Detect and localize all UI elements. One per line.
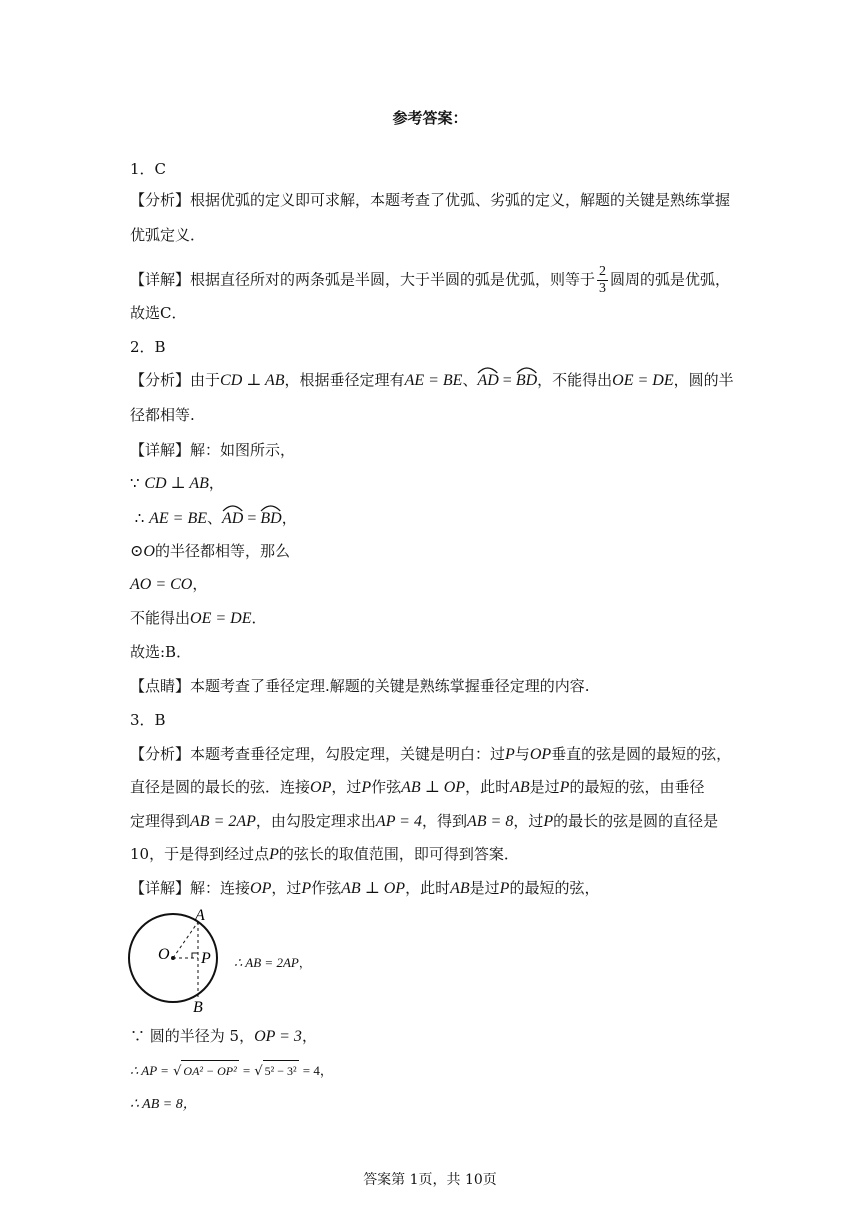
arc-ad-text: AD [477,372,499,389]
p-var: P [505,746,515,763]
p-var-7: P [499,880,510,897]
because-symbol: ∵ [130,474,140,492]
q3-a3-c: ，得到 [421,812,467,830]
q3-a2-a: 直径是圆的最长的弦．连接 [130,778,311,796]
q1-detail-b: 圆周的弧是优弧， [610,270,731,289]
oe-eq-de-2: OE = DE [190,610,252,627]
ab-eq-8: AB = 8 [467,813,514,830]
page-title: 参考答案： [392,109,468,127]
q3-analysis-1 [130,744,731,765]
q2-analysis-c: ，不能得出 [537,371,613,389]
label-a: A [195,907,205,924]
q3-a4: 10，于是得到经过点 [130,845,270,863]
equals-4: = 4， [302,1063,333,1078]
q3-a3-e: 的最长的弦是圆的直径是 [553,812,719,830]
q3-a1-c: 垂直的弦是圆的最短的弦， [551,745,732,763]
equals-3: = [242,1063,251,1078]
q2-choose: 故选:B． [130,643,192,661]
cd-perp-ab-2: CD ⊥ AB [144,475,209,492]
separator: 、 [462,371,478,389]
q3-d1-c: 作弦 [311,879,342,897]
ae-eq-be-2: AE = BE [149,510,207,527]
q3-detail [130,878,599,899]
op-eq-3: OP = 3 [254,1028,302,1045]
q3-analysis-2 [130,777,704,798]
sqrt-5-3: 5² − 3² [263,1060,299,1081]
ab-perp-op-2: AB ⊥ OP [341,880,406,897]
q1-answer: 1．C [130,160,167,178]
arc-bd [516,371,537,391]
ao-eq-co: AO = CO [130,576,193,593]
op-var-3: OP [250,880,272,897]
q3-d1-e: 是过 [469,879,500,897]
q2-detail: 【详解】解：如图所示， [130,441,296,459]
q1-conclusion: 故选C． [130,304,187,322]
p-var-4: P [543,813,554,830]
cd-perp-ab: CD ⊥ AB [220,372,285,389]
frac-num: 2 [599,264,607,279]
center-point [171,956,175,960]
q2-radii-line [130,541,290,562]
ab-perp-op: AB ⊥ OP [401,779,466,796]
q1-detail [130,264,730,297]
q3-a2-d: ，此时 [465,778,511,796]
q3-answer: 3．B [130,711,166,729]
radii-text: 的半径都相等，那么 [154,542,290,560]
q2-analysis-a: 【分析】由于 [130,371,221,389]
ab-eq-2ap-2: ∴ AB = 2AP [234,955,299,970]
circle-o: ⊙O [130,543,155,560]
therefore-symbol: ∴ [134,509,145,527]
q3-a1-a: 【分析】本题考查垂径定理，勾股定理，关键是明白：过 [130,745,506,763]
frac-den: 3 [599,281,607,296]
ab-var-2: AB [450,880,470,897]
radius-text: ∵ 圆的半径为 5， [130,1027,255,1045]
q2-because-line [130,473,224,494]
period: ． [251,609,267,627]
arc-bd-text: BD [515,372,538,389]
p-var-2: P [361,779,372,796]
equals-2: = [243,510,261,527]
op-var-2: OP [310,779,332,796]
q3-a3-b: ，由勾股定理求出 [255,812,376,830]
arc-ad [477,371,498,391]
p-var-5: P [269,846,279,863]
q3-a2-c: 作弦 [371,778,402,796]
right-angle-mark [192,953,198,958]
cannot-text: 不能得出 [130,609,191,627]
label-p: P [201,950,211,967]
arc-ad-2-text: AD [222,510,244,527]
q2-answer: 2．B [130,338,166,356]
q3-d1-a: 【详解】解：连接 [130,879,251,897]
q2-comment: 【点睛】本题考查了垂径定理.解题的关键是熟练掌握垂径定理的内容. [130,677,590,695]
q3-a2-f: 的最短的弦，由垂径 [569,778,705,796]
p-var-6: P [301,880,312,897]
q2-therefore-line [130,508,297,529]
q3-d1-f: 的最短的弦， [509,879,600,897]
q2-analysis-d: ，圆的半 [673,371,734,389]
op-var: OP [529,746,552,763]
q3-a4-b: 的弦长的取值范围，即可得到答案． [278,845,519,863]
ab-var: AB [510,779,530,796]
separator-2: 、 [207,509,223,527]
q3-a3-d: ，过 [513,812,544,830]
q3-d1-d: ，此时 [405,879,451,897]
q2-analysis-2: 径都相等. [130,406,195,424]
q2-analysis [130,370,734,391]
page-footer: 答案第 1页，共 10页 [363,1172,497,1188]
q1-analysis: 【分析】根据优弧的定义即可求解，本题考查了优弧、劣弧的定义，解题的关键是熟练掌握 [130,191,731,209]
q3-radius-line [130,1026,317,1047]
q2-analysis-b: ，根据垂径定理有 [284,371,405,389]
q1-detail-a: 【详解】根据直径所对的两条弧是半圆，大于半圆的弧是优弧，则等于 [130,270,596,289]
q1-analysis-2: 优弧定义． [130,226,206,244]
q3-analysis-4 [130,844,519,865]
ab-eq-2ap: AB = 2AP [190,813,256,830]
q3-analysis-3 [130,811,718,832]
comma: ， [208,474,224,492]
comma-4: ， [298,956,311,970]
oe-eq-de: OE = DE [612,372,674,389]
q3-ap-line: ∴ AP = √ OA² − OP² = √ 5² − 3² = 4， [130,1060,333,1082]
arc-ad-2 [222,509,243,529]
q3-d1-b: ，过 [271,879,302,897]
arc-bd-2 [260,509,281,529]
two-thirds-fraction [597,264,608,297]
label-o: O [158,946,170,963]
arc-bd-2-text: BD [260,510,282,527]
comma-5: ， [301,1027,317,1045]
fig-therefore-line [234,953,311,973]
ab-eq-8-2: ∴ AB = 8， [130,1097,197,1112]
sqrt-oa-op: OA² − OP² [181,1060,238,1081]
ae-eq-be: AE = BE [404,372,463,389]
p-var-3: P [559,779,570,796]
q2-ao-co-line [130,574,207,595]
q3-a2-e: 是过 [529,778,560,796]
circle-diagram [126,906,236,1014]
ap-eq-4: AP = 4 [375,813,422,830]
comma-2: ， [281,509,297,527]
q2-cannot-line [130,608,266,629]
q3-a1-b: 与 [514,745,530,763]
q3-a2-b: ，过 [331,778,362,796]
q3-ab8-line [130,1093,197,1115]
comma-3: ， [192,575,208,593]
q3-a3-a: 定理得到 [130,812,191,830]
ap-eq: ∴ AP = [130,1063,169,1078]
label-b: B [193,999,203,1014]
equals: = [498,372,516,389]
